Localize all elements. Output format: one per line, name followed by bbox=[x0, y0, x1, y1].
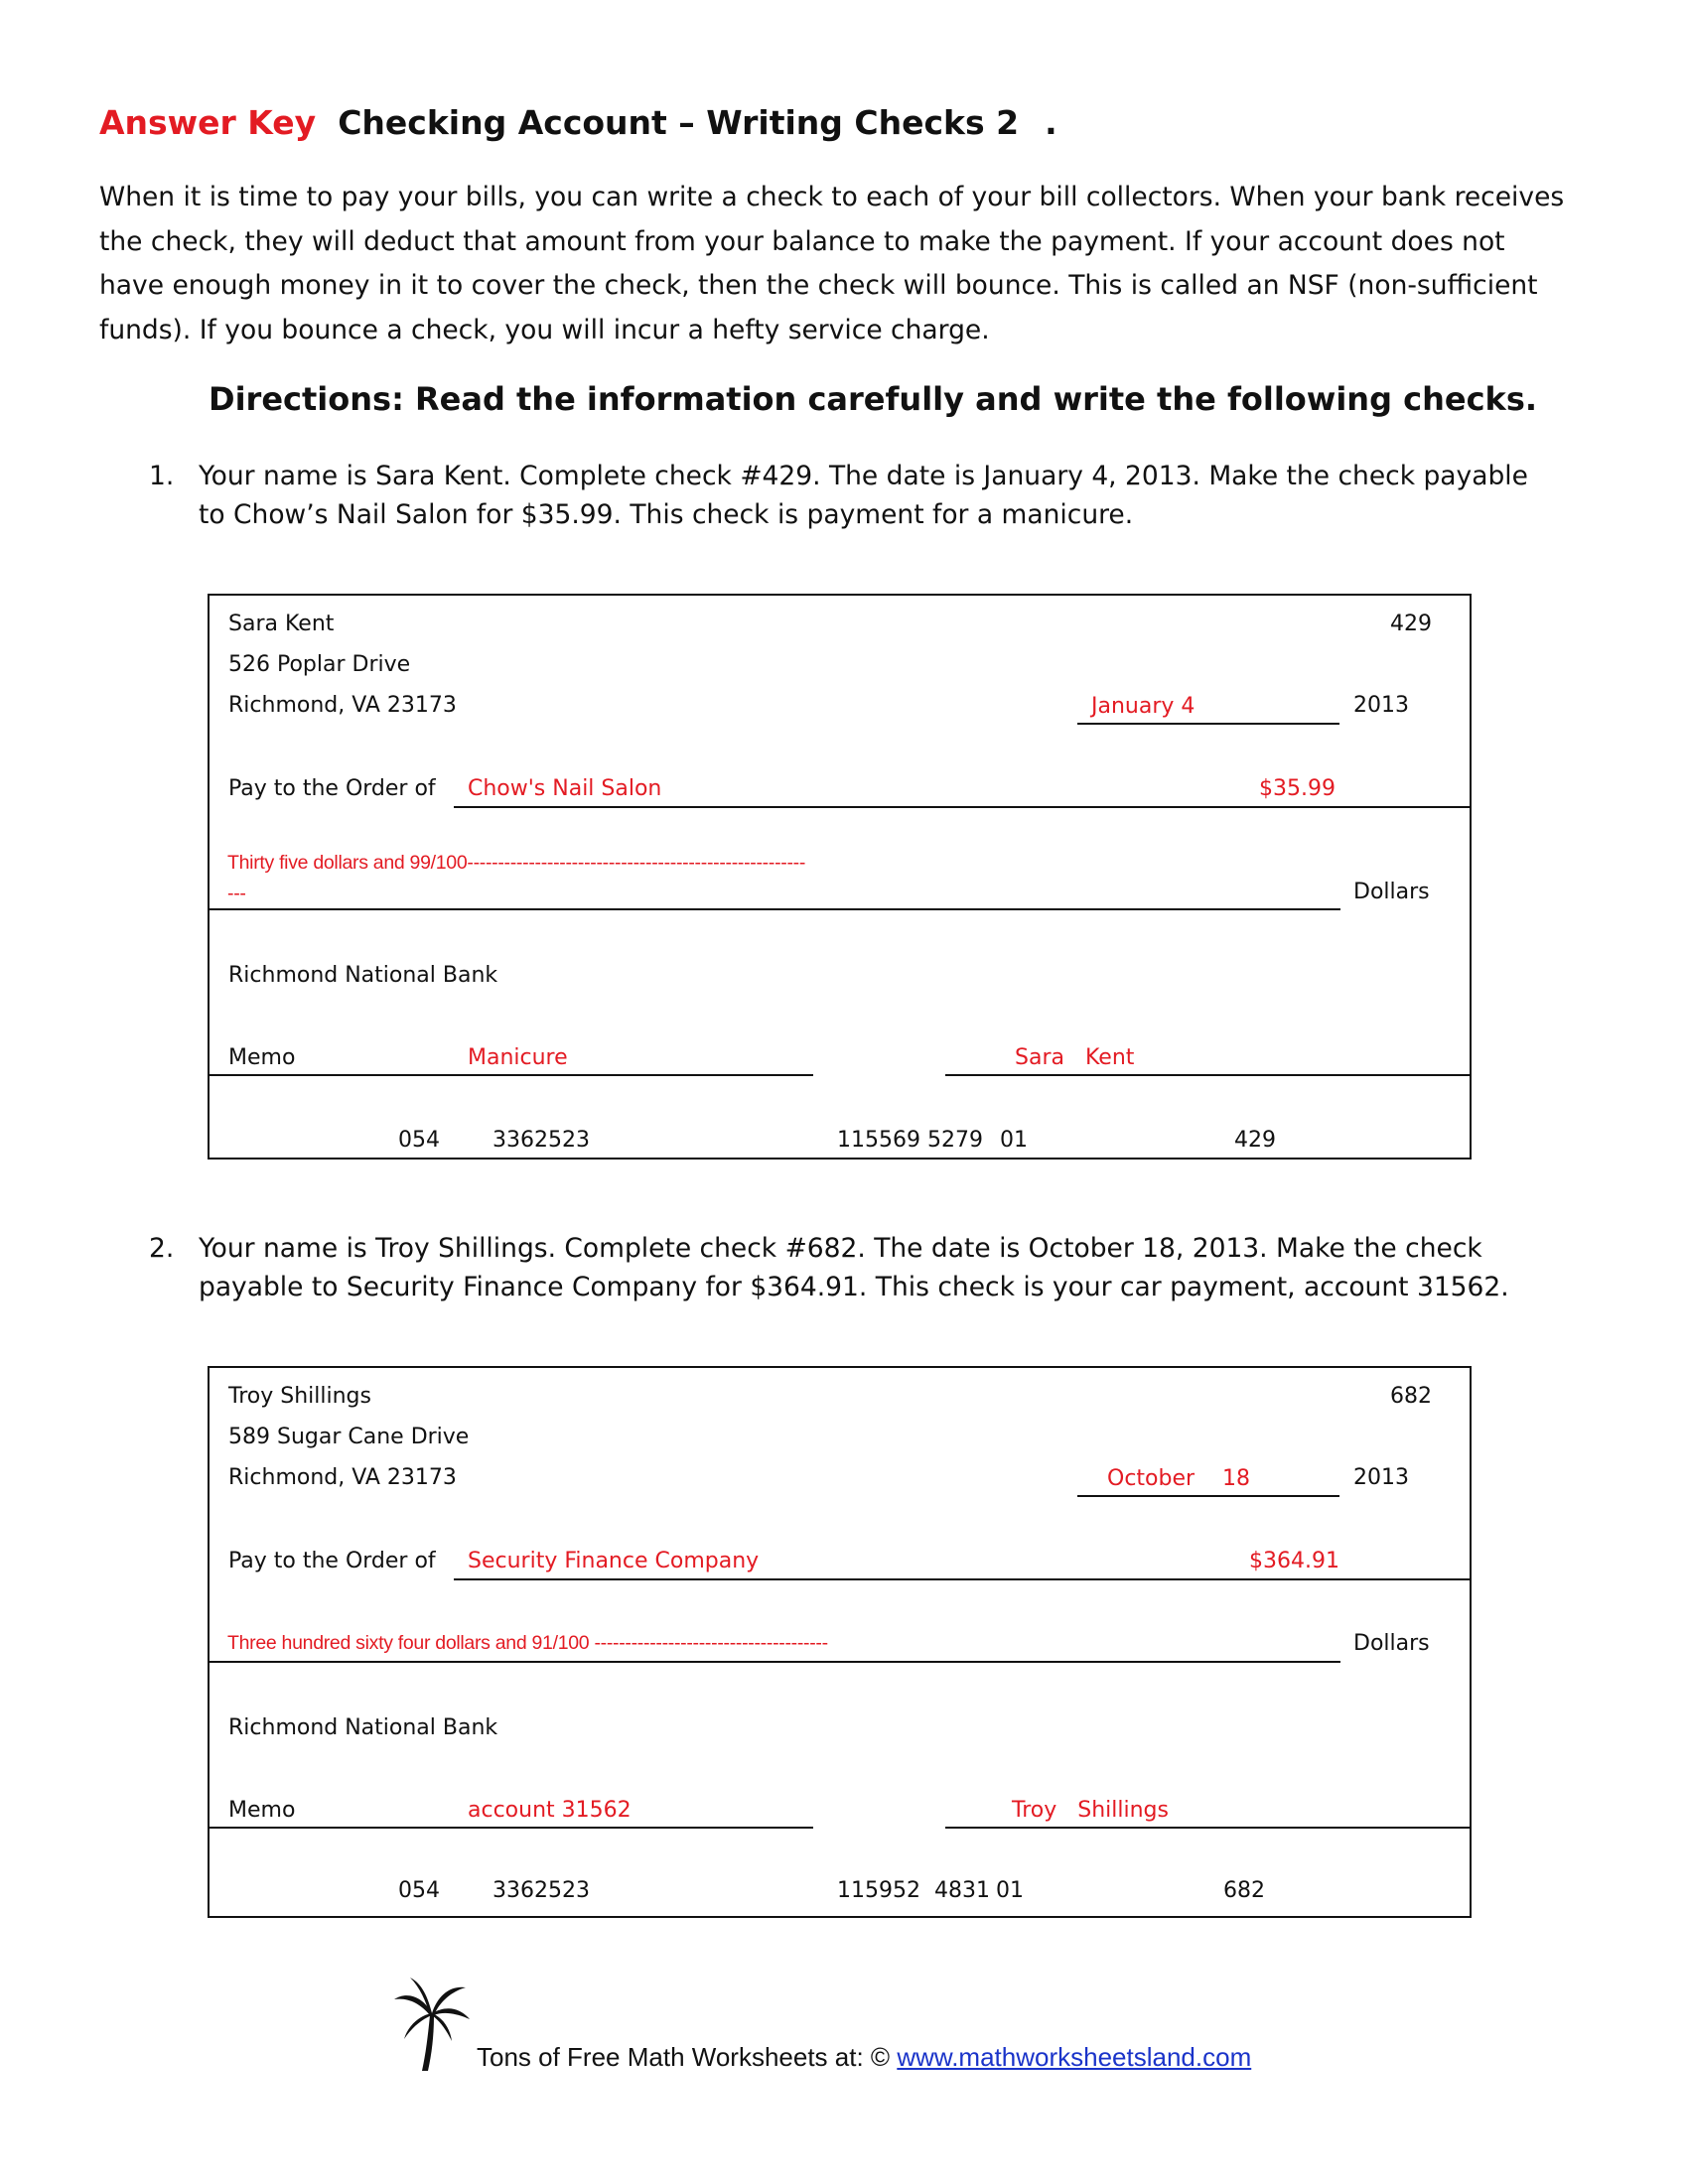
routing-number: 3362523 bbox=[492, 1878, 590, 1903]
directions: Directions: Read the information carefully and write the following checks. bbox=[209, 380, 1538, 418]
title-dot: . bbox=[1045, 103, 1057, 142]
account-number: 115952 4831 bbox=[837, 1878, 990, 1903]
signature-field[interactable]: Troy Shillings bbox=[1012, 1798, 1169, 1823]
account-holder-name: Sara Kent bbox=[228, 612, 335, 636]
account-holder-name: Troy Shillings bbox=[228, 1384, 371, 1409]
address-line-1: 589 Sugar Cane Drive bbox=[228, 1425, 470, 1449]
signature-line bbox=[945, 1074, 1471, 1076]
page-title bbox=[99, 103, 1057, 142]
date-line bbox=[1077, 723, 1339, 725]
check-number: 429 bbox=[1390, 612, 1432, 636]
date-field[interactable]: January 4 bbox=[1091, 694, 1196, 719]
question-number: 2. bbox=[149, 1233, 175, 1264]
amount-words-line bbox=[210, 1661, 1340, 1663]
amount-words-overflow: --- bbox=[227, 883, 246, 904]
address-line-1: 526 Poplar Drive bbox=[228, 652, 411, 677]
signature-field[interactable]: Sara Kent bbox=[1015, 1045, 1135, 1070]
worksheet-title: Checking Account – Writing Checks 2 bbox=[338, 103, 1020, 142]
year-label: 2013 bbox=[1353, 1465, 1409, 1490]
signature-line bbox=[945, 1827, 1471, 1829]
memo-label: Memo bbox=[228, 1045, 296, 1070]
year-label: 2013 bbox=[1353, 693, 1409, 718]
routing-prefix: 054 bbox=[398, 1128, 440, 1153]
dollars-label: Dollars bbox=[1353, 1631, 1430, 1656]
check-number: 682 bbox=[1390, 1384, 1432, 1409]
answer-key-label: Answer Key bbox=[99, 103, 317, 142]
address-line-2: Richmond, VA 23173 bbox=[228, 1465, 457, 1490]
pay-to-label: Pay to the Order of bbox=[228, 776, 436, 801]
payee-field[interactable]: Chow's Nail Salon bbox=[468, 776, 662, 801]
memo-line bbox=[210, 1074, 813, 1076]
pay-to-label: Pay to the Order of bbox=[228, 1549, 436, 1573]
amount-words-line bbox=[210, 908, 1340, 910]
question-number: 1. bbox=[149, 461, 175, 491]
micr-check-number: 429 bbox=[1234, 1128, 1276, 1153]
check-1 bbox=[208, 594, 1472, 1160]
memo-field[interactable]: Manicure bbox=[468, 1045, 568, 1070]
check-2 bbox=[208, 1366, 1472, 1918]
amount-field[interactable]: $35.99 bbox=[1259, 776, 1336, 801]
memo-label: Memo bbox=[228, 1798, 296, 1823]
memo-line bbox=[210, 1827, 813, 1829]
dollars-label: Dollars bbox=[1353, 880, 1430, 904]
payee-line bbox=[454, 1578, 1471, 1580]
question-text: Your name is Sara Kent. Complete check #429. The date is January 4, 2013. Make the check payable to Chow’s Nail Salon for $35.99. This check is payment for a manicure. bbox=[199, 461, 1528, 530]
payee-line bbox=[454, 806, 1471, 808]
footer-text: Tons of Free Math Worksheets at: © bbox=[477, 2042, 891, 2072]
amount-words-field[interactable]: Thirty five dollars and 99/100------------------------------------------------------- bbox=[227, 852, 806, 874]
date-line bbox=[1077, 1495, 1339, 1497]
palm-tree-icon bbox=[392, 1976, 472, 2075]
micr-code: 01 bbox=[996, 1878, 1024, 1903]
footer-link[interactable]: www.mathworksheetsland.com bbox=[897, 2042, 1252, 2072]
amount-words-field[interactable]: Three hundred sixty four dollars and 91/100 -------------------------------------- bbox=[227, 1632, 828, 1654]
question-1 bbox=[149, 457, 1559, 536]
bank-name: Richmond National Bank bbox=[228, 1715, 498, 1740]
footer bbox=[477, 2042, 1251, 2073]
payee-field[interactable]: Security Finance Company bbox=[468, 1549, 760, 1573]
question-2 bbox=[149, 1229, 1559, 1308]
micr-code: 01 bbox=[1000, 1128, 1028, 1153]
date-field[interactable]: October 18 bbox=[1107, 1466, 1251, 1491]
routing-prefix: 054 bbox=[398, 1878, 440, 1903]
address-line-2: Richmond, VA 23173 bbox=[228, 693, 457, 718]
intro-paragraph: When it is time to pay your bills, you can write a check to each of your bill collectors. When your bank receives the check, they will deduct that amount from your balance to make the payment. If your account does not have enough money in it to cover the check, then the check will bounce. This is called an NSF (non-sufficient funds). If you bounce a check, you will incur a hefty service charge. bbox=[99, 182, 1565, 345]
memo-field[interactable]: account 31562 bbox=[468, 1798, 632, 1823]
question-text: Your name is Troy Shillings. Complete check #682. The date is October 18, 2013. Make the check payable to Security Finance Company for $364.91. This check is your car payment, account 31562. bbox=[199, 1233, 1509, 1302]
bank-name: Richmond National Bank bbox=[228, 963, 498, 988]
amount-field[interactable]: $364.91 bbox=[1249, 1549, 1339, 1573]
routing-number: 3362523 bbox=[492, 1128, 590, 1153]
micr-check-number: 682 bbox=[1223, 1878, 1265, 1903]
account-number: 115569 5279 bbox=[837, 1128, 983, 1153]
